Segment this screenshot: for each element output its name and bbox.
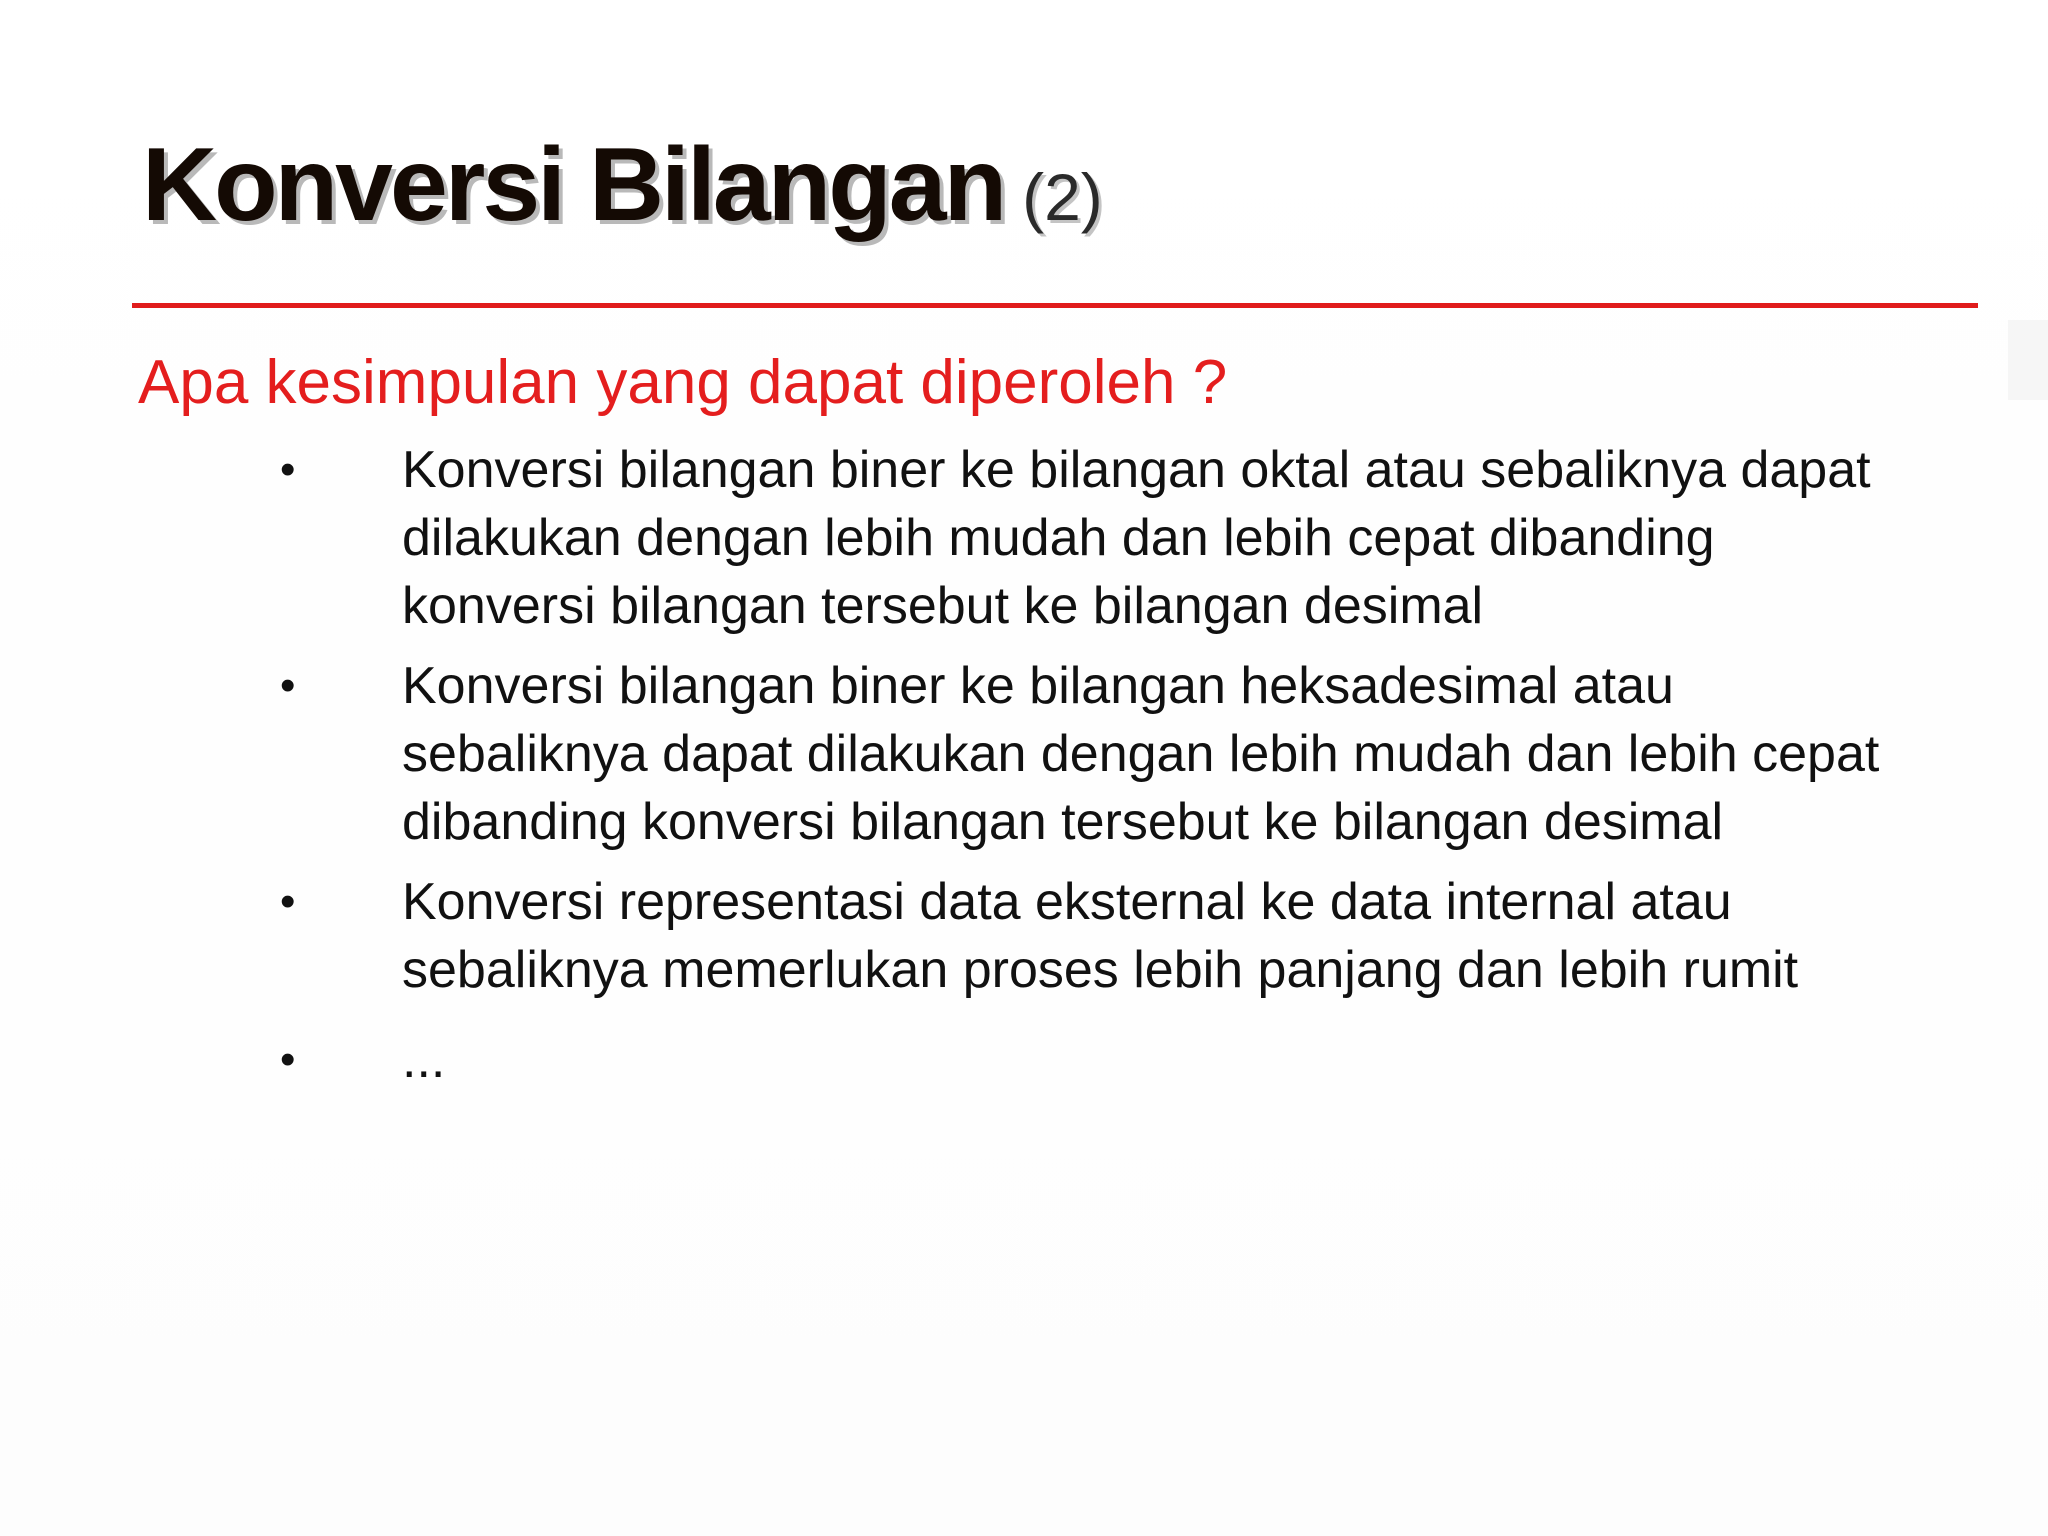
edge-shade [2008, 320, 2048, 400]
bullet-dot-icon: • [280, 445, 296, 494]
bullet-dot-icon: • [280, 661, 296, 710]
bullet-text: Konversi bilangan biner ke bilangan oktal atau sebaliknya dapat dilakukan dengan lebih mudah dan lebih cepat dibanding konversi bilangan tersebut ke bilangan desimal [402, 441, 1871, 635]
bullet-text: Konversi bilangan biner ke bilangan heksadesimal atau sebaliknya dapat dilakukan dengan lebih mudah dan lebih cepat dibanding konversi bilangan tersebut ke bilangan desimal [402, 657, 1880, 851]
slide-title-suffix: (2) [1022, 160, 1103, 234]
bullet-text: ... [402, 1031, 446, 1089]
bullet-item [280, 868, 1900, 1004]
bullet-list [280, 436, 1900, 1106]
slide-subtitle: Apa kesimpulan yang dapat diperoleh ? [138, 348, 1228, 417]
bullet-text: Konversi representasi data eksternal ke data internal atau sebaliknya memerlukan proses lebih panjang dan lebih rumit [402, 873, 1799, 999]
bullet-dot-icon: • [280, 1035, 296, 1084]
title-divider [132, 303, 1978, 308]
slide-title [142, 128, 1103, 242]
bullet-item [280, 1026, 1900, 1094]
slide-title-main: Konversi Bilangan [142, 127, 1005, 243]
bullet-item [280, 652, 1900, 856]
bullet-item [280, 436, 1900, 640]
bullet-dot-icon: • [280, 877, 296, 926]
